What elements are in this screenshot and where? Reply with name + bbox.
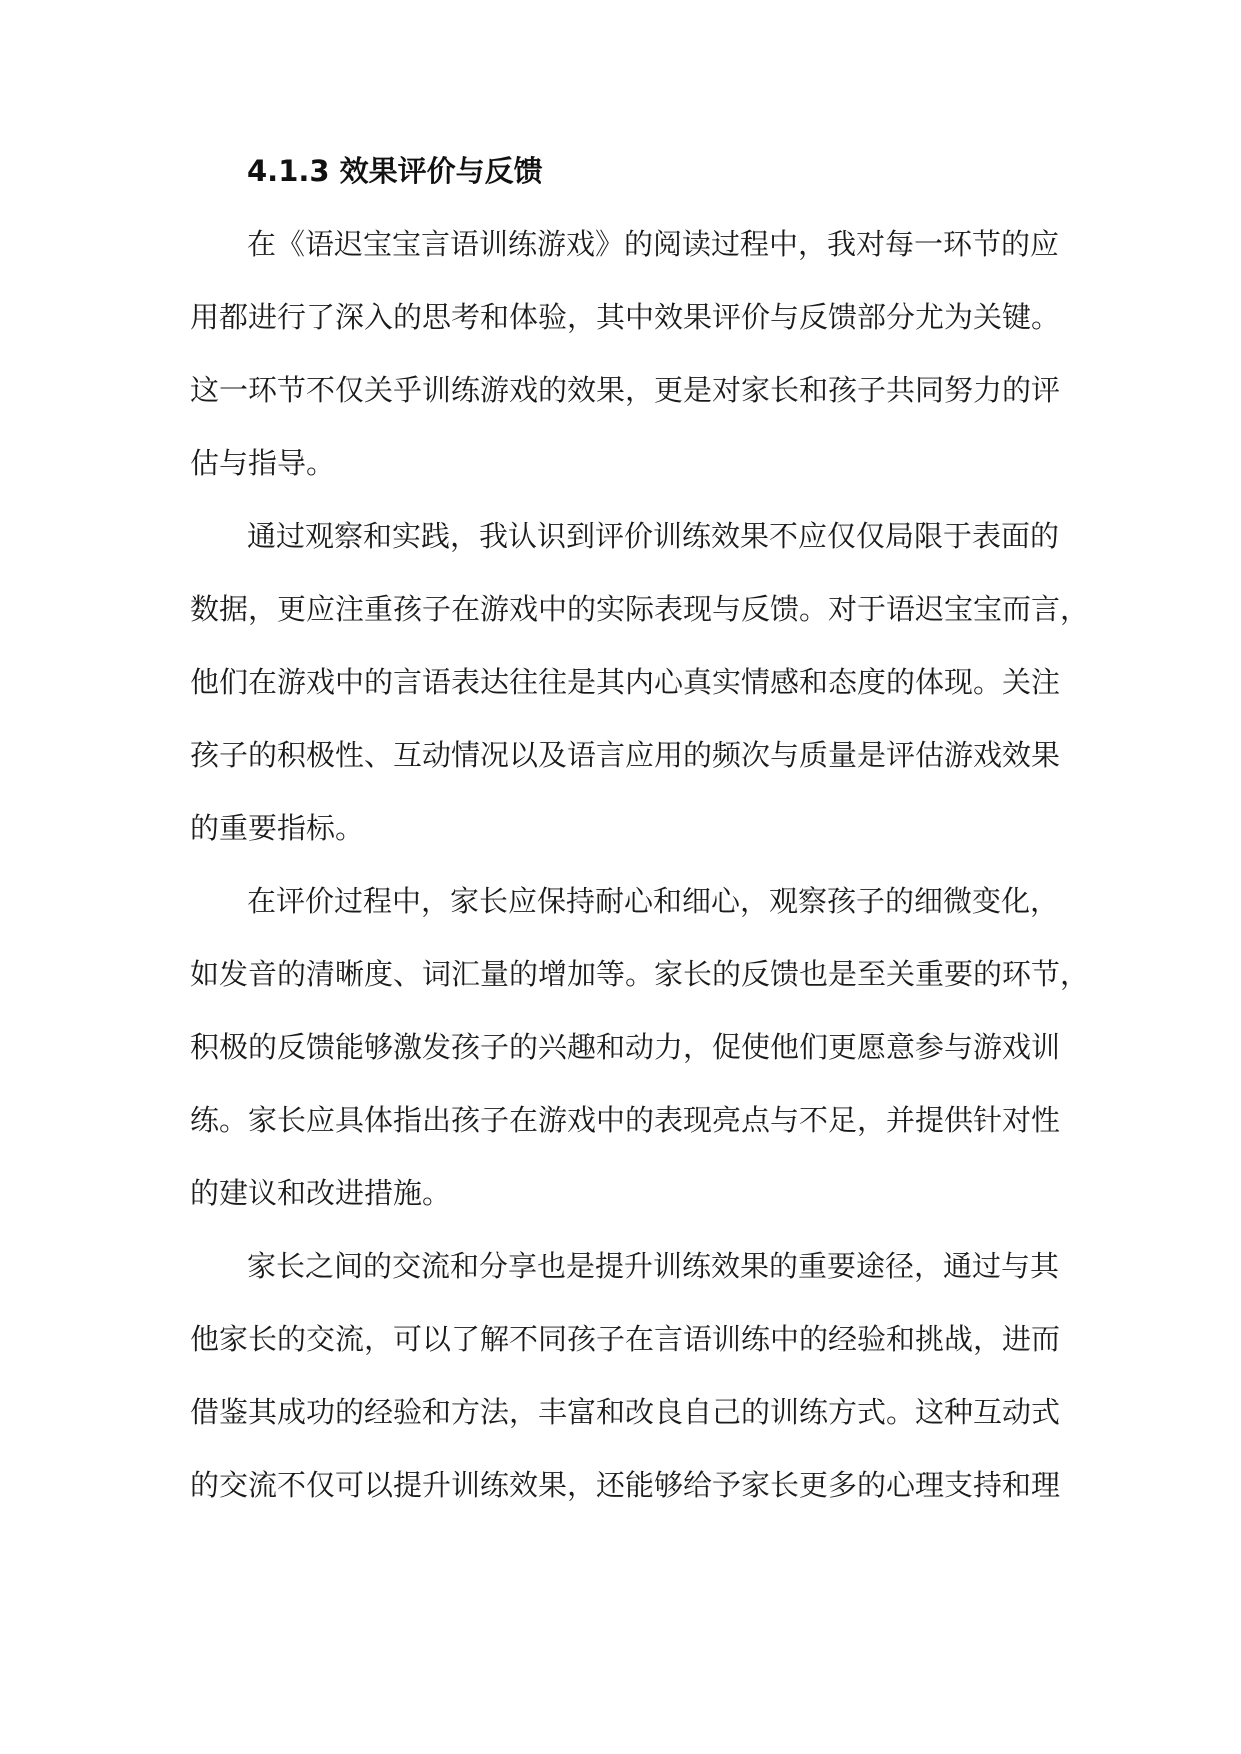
paragraph-line: 孩子的积极性、互动情况以及语言应用的频次与质量是评估游戏效果 bbox=[190, 738, 1061, 772]
paragraph-line: 的交流不仅可以提升训练效果，还能够给予家长更多的心理支持和理 bbox=[190, 1468, 1061, 1502]
paragraph-line: 的重要指标。 bbox=[190, 811, 365, 845]
paragraph-line: 在《语迟宝宝言语训练游戏》的阅读过程中，我对每一环节的应 bbox=[247, 227, 1060, 261]
paragraph-line: 他们在游戏中的言语表达往往是其内心真实情感和态度的体现。关注 bbox=[190, 665, 1061, 699]
paragraph-line: 如发音的清晰度、词汇量的增加等。家长的反馈也是至关重要的环节， bbox=[190, 957, 1090, 991]
paragraph-line: 这一环节不仅关乎训练游戏的效果，更是对家长和孩子共同努力的评 bbox=[190, 373, 1061, 407]
paragraph-line: 家长之间的交流和分享也是提升训练效果的重要途径，通过与其 bbox=[247, 1249, 1060, 1283]
section-heading: 4.1.3 效果评价与反馈 bbox=[247, 154, 543, 188]
paragraph-line: 在评价过程中，家长应保持耐心和细心，观察孩子的细微变化， bbox=[247, 884, 1060, 918]
paragraph-line: 练。家长应具体指出孩子在游戏中的表现亮点与不足，并提供针对性 bbox=[190, 1103, 1061, 1137]
paragraph-line: 他家长的交流，可以了解不同孩子在言语训练中的经验和挑战，进而 bbox=[190, 1322, 1061, 1356]
paragraph-line: 数据，更应注重孩子在游戏中的实际表现与反馈。对于语迟宝宝而言， bbox=[190, 592, 1090, 626]
paragraph-line: 积极的反馈能够激发孩子的兴趣和动力，促使他们更愿意参与游戏训 bbox=[190, 1030, 1061, 1064]
paragraph-line: 估与指导。 bbox=[190, 446, 336, 480]
paragraph-line: 的建议和改进措施。 bbox=[190, 1176, 452, 1210]
paragraph-line: 通过观察和实践，我认识到评价训练效果不应仅仅局限于表面的 bbox=[247, 519, 1060, 553]
paragraph-line: 借鉴其成功的经验和方法，丰富和改良自己的训练方式。这种互动式 bbox=[190, 1395, 1061, 1429]
paragraph-line: 用都进行了深入的思考和体验，其中效果评价与反馈部分尤为关键。 bbox=[190, 300, 1061, 334]
